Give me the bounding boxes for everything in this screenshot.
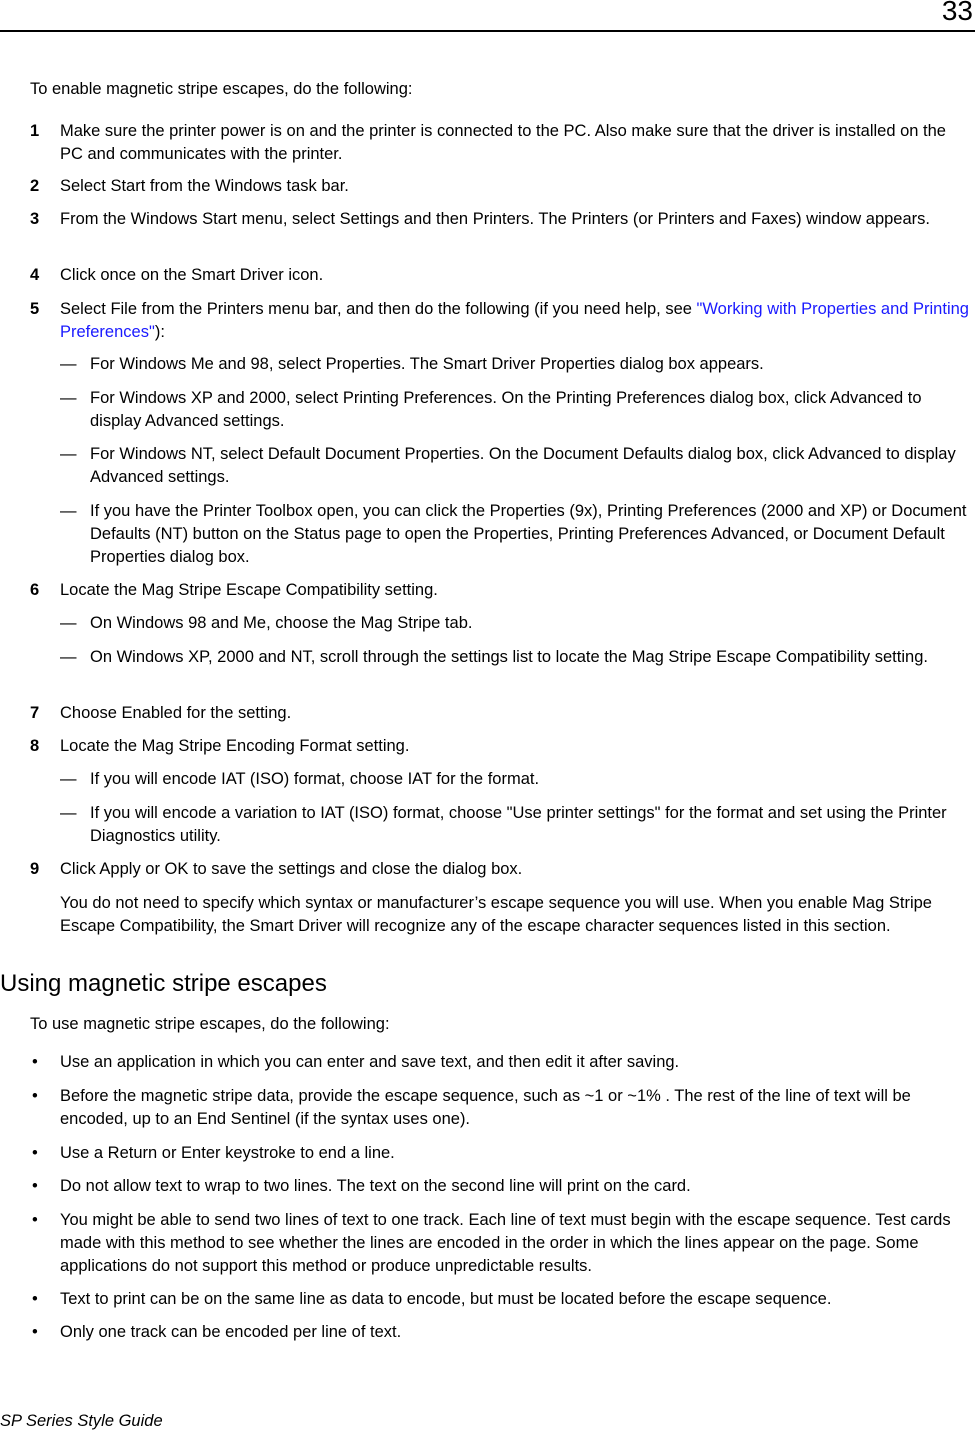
section-heading: Using magnetic stripe escapes	[0, 970, 327, 997]
bullet-mark: •	[32, 1177, 38, 1195]
bullet-item	[30, 1175, 970, 1198]
step-5-text-before: Select File from the Printers menu bar, and then do the following (if you need help, see	[60, 300, 697, 318]
section-intro: To use magnetic stripe escapes, do the following:	[30, 1015, 390, 1033]
step-number: 4	[30, 266, 40, 284]
step-text: Click once on the Smart Driver icon.	[60, 266, 324, 284]
bullet-text: Use an application in which you can enter and save text, and then edit it after saving.	[60, 1053, 680, 1071]
bullet-item	[30, 1142, 970, 1165]
bullet-text: You might be able to send two lines of text to one track. Each line of text must begin with the escape sequence. Test cards made with this method to see whether the lines are encoded in the order in which the lines appear on the page. Some applications do not support this method or produce unpredictable results.	[60, 1211, 951, 1275]
step-text: Make sure the printer power is on and the printer is connected to the PC. Also make sure that the driver is installed on the PC and communicates with the printer.	[60, 122, 946, 163]
step-number: 2	[30, 177, 40, 195]
step-text: Locate the Mag Stripe Encoding Format setting.	[60, 737, 410, 755]
step-number: 7	[30, 704, 40, 722]
properties-link[interactable]: "Working with Properties and Printing Preferences"	[60, 300, 969, 341]
dash-mark: —	[60, 804, 77, 822]
step-8	[30, 735, 970, 758]
bullet-mark: •	[32, 1053, 38, 1071]
sub-item-text: For Windows NT, select Default Document Properties. On the Document Defaults dialog box, click Advanced to display Advanced settings.	[90, 445, 956, 486]
step-4	[30, 264, 970, 287]
sub-item-text: For Windows XP and 2000, select Printing Preferences. On the Printing Preferences dialog box, click Advanced to display Advanced settings.	[90, 389, 922, 430]
bullet-item	[30, 1288, 970, 1311]
sub-item-text: If you will encode a variation to IAT (ISO) format, choose "Use printer settings" for the format and set using the Printer Diagnostics utility.	[90, 804, 947, 845]
dash-mark: —	[60, 502, 77, 520]
step-5-sub-4	[60, 500, 970, 569]
step-9	[30, 858, 970, 881]
bullet-text: Only one track can be encoded per line of text.	[60, 1323, 402, 1341]
step-8-sub-2	[60, 802, 970, 848]
dash-mark: —	[60, 648, 77, 666]
sub-item-text: On Windows 98 and Me, choose the Mag Stripe tab.	[90, 614, 473, 632]
bullet-mark: •	[32, 1087, 38, 1105]
bullet-text: Text to print can be on the same line as data to encode, but must be located before the escape sequence.	[60, 1290, 832, 1308]
step-5-sub-1	[60, 353, 970, 376]
bullet-mark: •	[32, 1144, 38, 1162]
step-number: 6	[30, 581, 40, 599]
header-rule	[0, 30, 975, 32]
step-6	[30, 579, 970, 602]
dash-mark: —	[60, 355, 77, 373]
step-number: 9	[30, 860, 40, 878]
step-number: 5	[30, 300, 40, 318]
step-text: Click Apply or OK to save the settings and close the dialog box.	[60, 860, 523, 878]
step-text: Locate the Mag Stripe Escape Compatibility setting.	[60, 581, 438, 599]
bullet-text: Do not allow text to wrap to two lines. The text on the second line will print on the card.	[60, 1177, 691, 1195]
bullet-item	[30, 1085, 970, 1131]
step-3	[30, 208, 970, 231]
step-6-sub-2	[60, 646, 970, 669]
dash-mark: —	[60, 389, 77, 407]
step-text	[60, 298, 970, 344]
sub-item-text: On Windows XP, 2000 and NT, scroll through the settings list to locate the Mag Stripe Escape Compatibility setting.	[90, 648, 928, 666]
footer-title: SP Series Style Guide	[0, 1412, 163, 1430]
sub-item-text: If you will encode IAT (ISO) format, choose IAT for the format.	[90, 770, 540, 788]
step-2	[30, 175, 970, 198]
sub-item-text: For Windows Me and 98, select Properties. The Smart Driver Properties dialog box appears.	[90, 355, 764, 373]
step-text: Choose Enabled for the setting.	[60, 704, 292, 722]
step-text: From the Windows Start menu, select Settings and then Printers. The Printers (or Printers and Faxes) window appears.	[60, 210, 930, 228]
bullet-mark: •	[32, 1211, 38, 1229]
page-number: 33	[941, 0, 973, 26]
step-text: Select Start from the Windows task bar.	[60, 177, 349, 195]
step-5	[30, 298, 970, 344]
dash-mark: —	[60, 445, 77, 463]
bullet-text: Use a Return or Enter keystroke to end a line.	[60, 1144, 395, 1162]
dash-mark: —	[60, 614, 77, 632]
dash-mark: —	[60, 770, 77, 788]
step-number: 1	[30, 122, 40, 140]
step-8-sub-1	[60, 768, 970, 791]
step-1	[30, 120, 970, 166]
step-5-sub-3	[60, 443, 970, 489]
step-7	[30, 702, 970, 725]
bullet-mark: •	[32, 1290, 38, 1308]
step-number: 3	[30, 210, 40, 228]
bullet-mark: •	[32, 1323, 38, 1341]
bullet-item	[30, 1051, 970, 1074]
step-5-text-after: ):	[154, 323, 165, 341]
intro-text: To enable magnetic stripe escapes, do the following:	[30, 80, 413, 98]
bullet-item	[30, 1321, 970, 1344]
sub-item-text: If you have the Printer Toolbox open, you can click the Properties (9x), Printing Preferences (2000 and XP) or Document Defaults (NT) button on the Status page to open the Properties, Printing Preferences Advanced, or Document Default Properties dialog box.	[90, 502, 967, 566]
note-text: You do not need to specify which syntax or manufacturer’s escape sequence you will use. When you enable Mag Stripe Escape Compatibility, the Smart Driver will recognize any of the escape character sequences listed in this section.	[60, 894, 932, 935]
bullet-item	[30, 1209, 970, 1278]
bullet-text: Before the magnetic stripe data, provide the escape sequence, such as ~1 or ~1% . The rest of the line of text will be encoded, up to an End Sentinel (if the syntax uses one).	[60, 1087, 911, 1128]
step-6-sub-1	[60, 612, 970, 635]
step-5-sub-2	[60, 387, 970, 433]
step-number: 8	[30, 737, 40, 755]
